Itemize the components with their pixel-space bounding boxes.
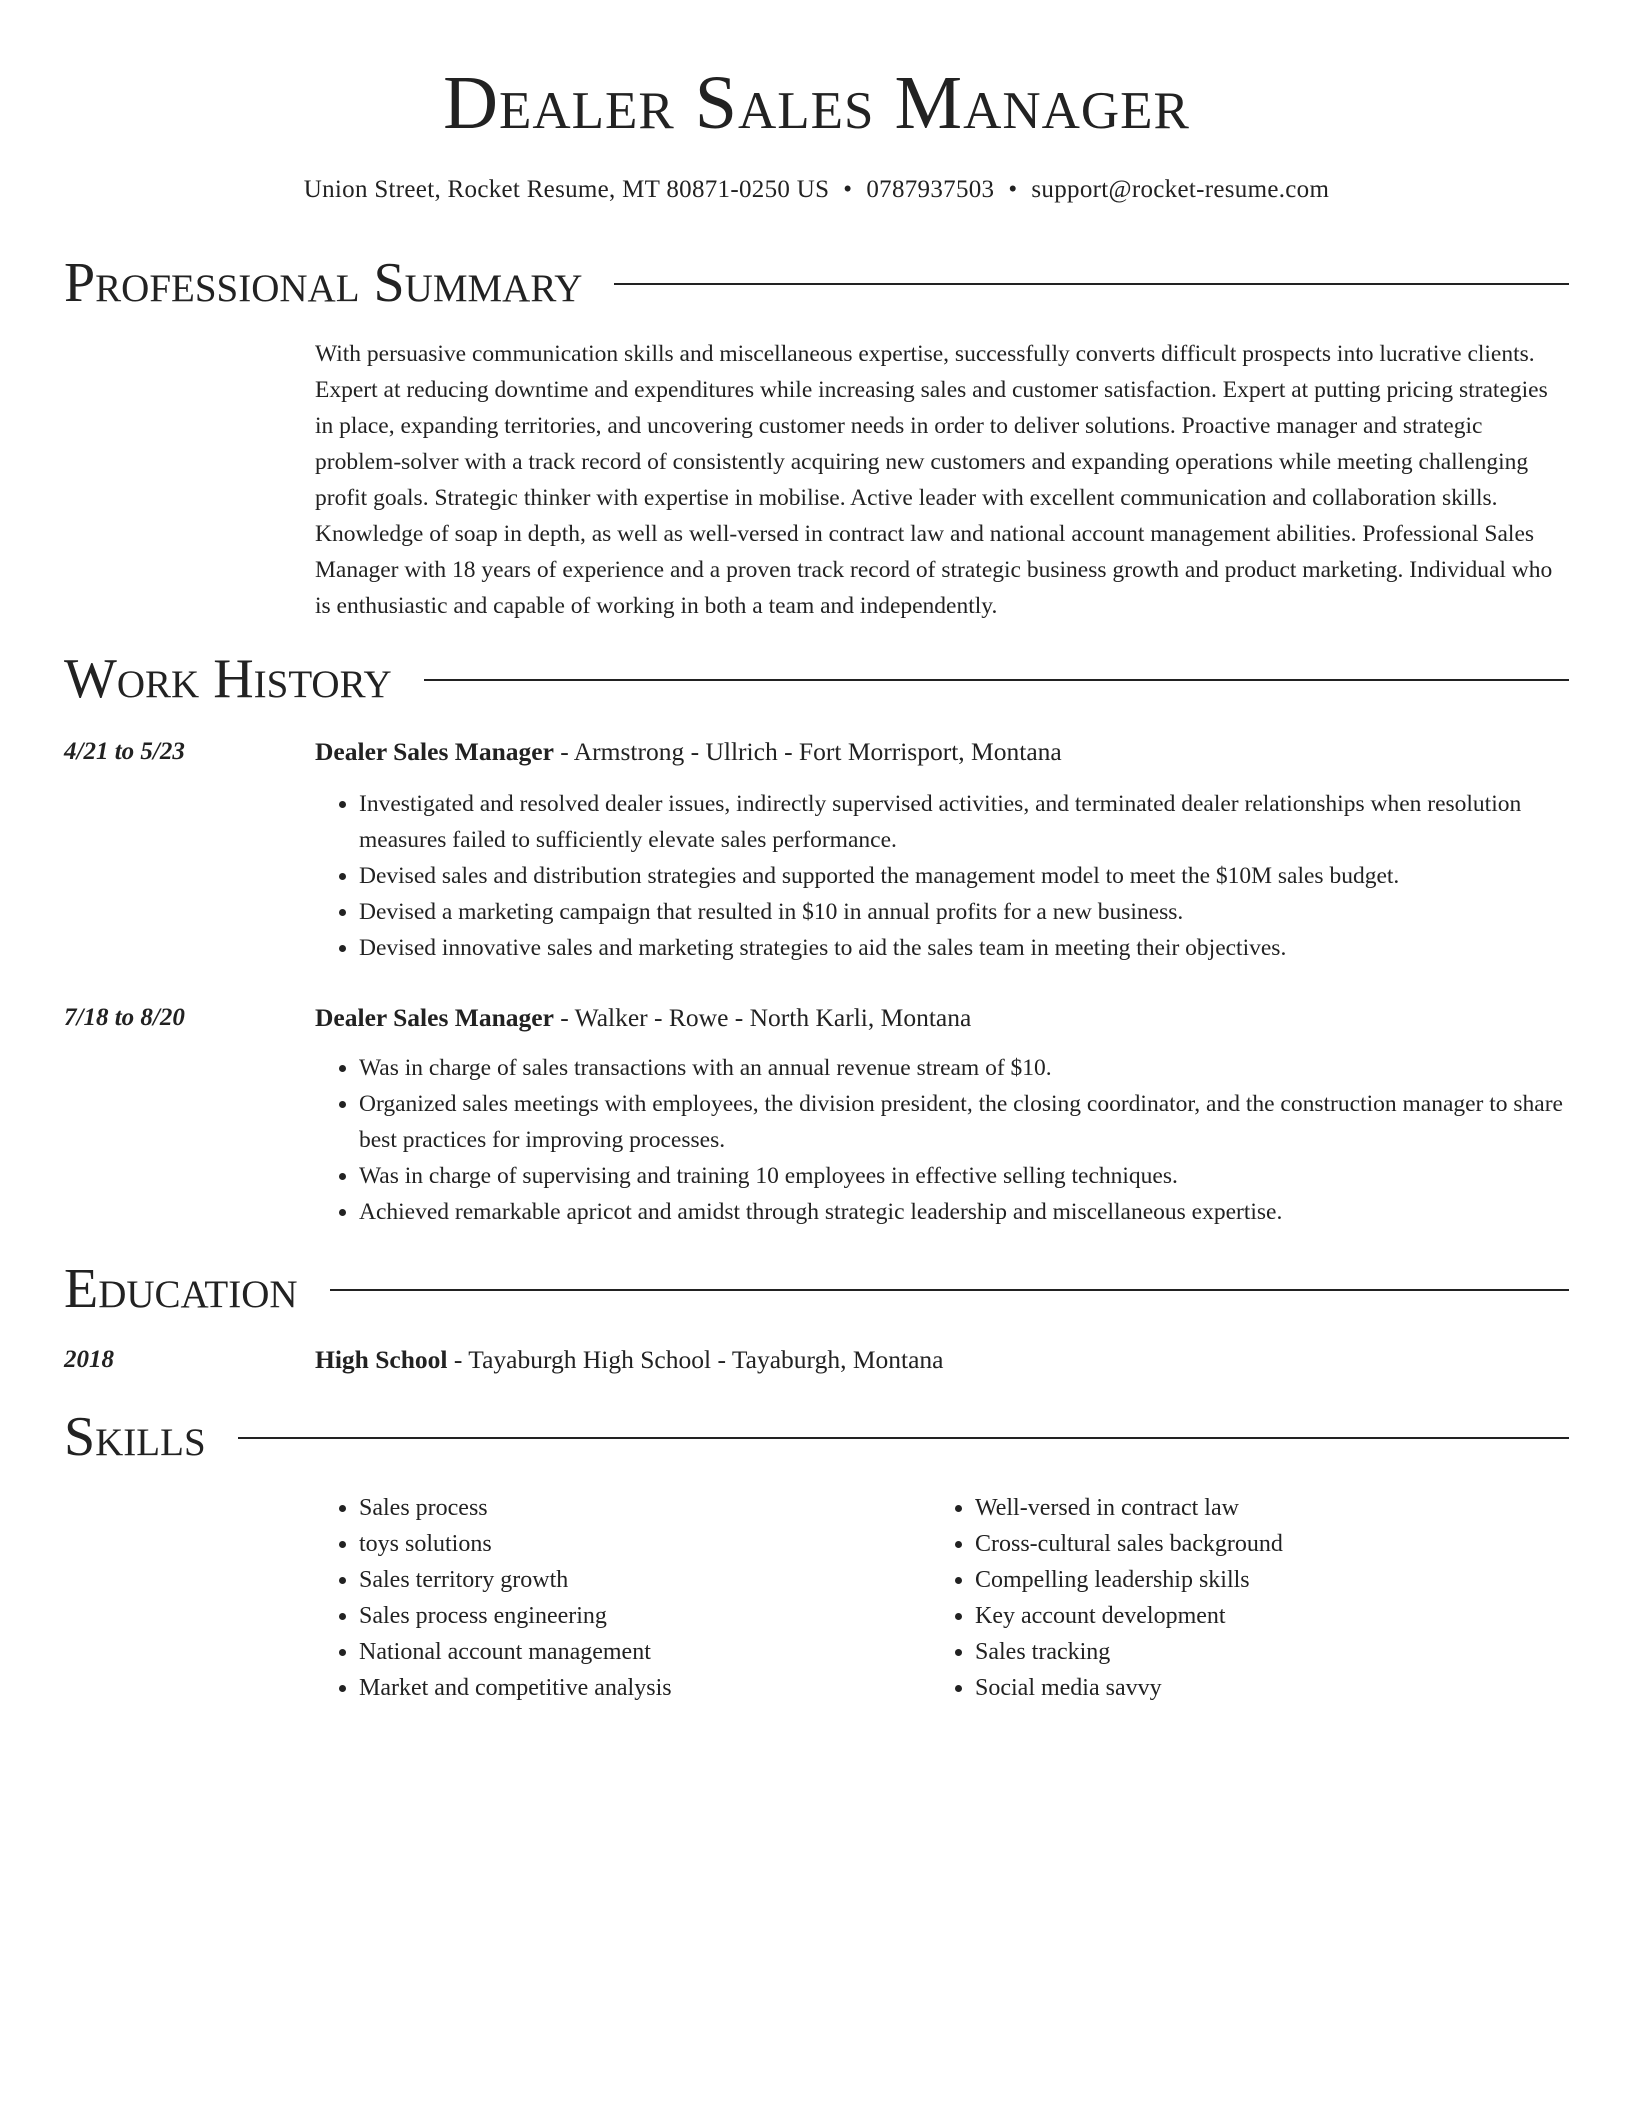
contact-email: support@rocket-resume.com xyxy=(1031,176,1330,203)
contact-separator: • xyxy=(1008,176,1018,203)
job-bullet: • Investigated and resolved dealer issues, indirectly supervised activities, and terminated dealer relationships when resolution measures failed to sufficiently elevate sales performance. xyxy=(359,786,1569,858)
section-divider xyxy=(424,679,1569,681)
job-bullet: • Organized sales meetings with employees, the division president, the closing coordinator, and the construction manager to share best practices for improving processes. xyxy=(359,1086,1569,1158)
job-bullet: • Achieved remarkable apricot and amidst through strategic leadership and miscellaneous expertise. xyxy=(359,1194,1569,1230)
work-section-title: Work History xyxy=(64,648,392,710)
skills-section-header xyxy=(64,1404,1569,1470)
job-entry xyxy=(64,1000,1569,1036)
job-bullets xyxy=(315,786,1569,966)
education-section-title: Education xyxy=(64,1258,298,1320)
skill-item: • Cross-cultural sales background xyxy=(975,1526,1535,1562)
work-section-header xyxy=(64,646,1569,712)
job-details: - Armstrong - Ullrich - Fort Morrisport, Montana xyxy=(553,737,1062,766)
skill-item: • toys solutions xyxy=(359,1526,931,1562)
skill-item: • Key account development xyxy=(975,1598,1535,1634)
job-entry xyxy=(64,734,1569,770)
section-divider xyxy=(238,1437,1569,1439)
education-title-line xyxy=(315,1342,943,1378)
skill-item: • Sales territory growth xyxy=(359,1562,931,1598)
skill-item: • National account management xyxy=(359,1634,931,1670)
job-bullet: • Devised sales and distribution strategies and supported the management model to meet the $10M sales budget. xyxy=(359,858,1569,894)
skills-column-left xyxy=(315,1490,931,1706)
contact-phone: 0787937503 xyxy=(866,176,995,203)
job-bullet: • Devised a marketing campaign that resulted in $10 in annual profits for a new business. xyxy=(359,894,1569,930)
job-title-line xyxy=(315,1000,971,1036)
job-bullet: • Devised innovative sales and marketing strategies to aid the sales team in meeting their objectives. xyxy=(359,930,1569,966)
job-bullets xyxy=(315,1050,1569,1230)
section-divider xyxy=(614,283,1569,285)
skills-column-right xyxy=(931,1490,1535,1706)
job-bullet: • Was in charge of supervising and training 10 employees in effective selling techniques. xyxy=(359,1158,1569,1194)
skill-item: • Sales process engineering xyxy=(359,1598,931,1634)
summary-section-title: Professional Summary xyxy=(64,252,583,314)
skill-item: • Social media savvy xyxy=(975,1670,1535,1706)
education-section-header xyxy=(64,1256,1569,1322)
skill-item: • Well-versed in contract law xyxy=(975,1490,1535,1526)
job-role: Dealer Sales Manager xyxy=(315,1003,554,1032)
job-title-line xyxy=(315,734,1062,770)
resume-page xyxy=(64,0,1569,1706)
education-details: - Tayaburgh High School - Tayaburgh, Montana xyxy=(447,1345,944,1374)
job-bullet: • Was in charge of sales transactions with an annual revenue stream of $10. xyxy=(359,1050,1569,1086)
contact-address: Union Street, Rocket Resume, MT 80871-0250 US xyxy=(303,176,830,203)
summary-text: With persuasive communication skills and miscellaneous expertise, successfully converts difficult prospects into lucrative clients. Expert at reducing downtime and expenditures while increasing sales and customer satisfaction. Expert at putting pricing strategies in place, expanding territories, and uncovering customer needs in order to deliver solutions. Proactive manager and strategic problem-solver with a track record of consistently acquiring new customers and expanding operations while meeting challenging profit goals. Strategic thinker with expertise in mobilise. Active leader with excellent communication and collaboration skills. Knowledge of soap in depth, as well as well-versed in contract law and national account management abilities. Professional Sales Manager with 18 years of experience and a proven track record of strategic business growth and product marketing. Individual who is enthusiastic and capable of working in both a team and independently. xyxy=(315,341,1553,619)
skills-list xyxy=(315,1490,1569,1706)
job-dates: 4/21 to 5/23 xyxy=(64,738,185,765)
contact-line xyxy=(64,174,1569,206)
education-year: 2018 xyxy=(64,1346,114,1373)
job-dates: 7/18 to 8/20 xyxy=(64,1004,185,1031)
skill-item: • Market and competitive analysis xyxy=(359,1670,931,1706)
section-divider xyxy=(330,1289,1569,1291)
summary-section-header xyxy=(64,250,1569,316)
skill-item: • Compelling leadership skills xyxy=(975,1562,1535,1598)
skill-item: • Sales tracking xyxy=(975,1634,1535,1670)
skills-section-title: Skills xyxy=(64,1406,206,1468)
job-role: Dealer Sales Manager xyxy=(315,737,554,766)
job-details: - Walker - Rowe - North Karli, Montana xyxy=(553,1003,972,1032)
education-entry xyxy=(64,1342,1569,1378)
skill-item: • Sales process xyxy=(359,1490,931,1526)
resume-name-heading: Dealer Sales Manager xyxy=(443,61,1190,145)
education-degree: High School xyxy=(315,1345,448,1374)
contact-separator: • xyxy=(843,176,853,203)
